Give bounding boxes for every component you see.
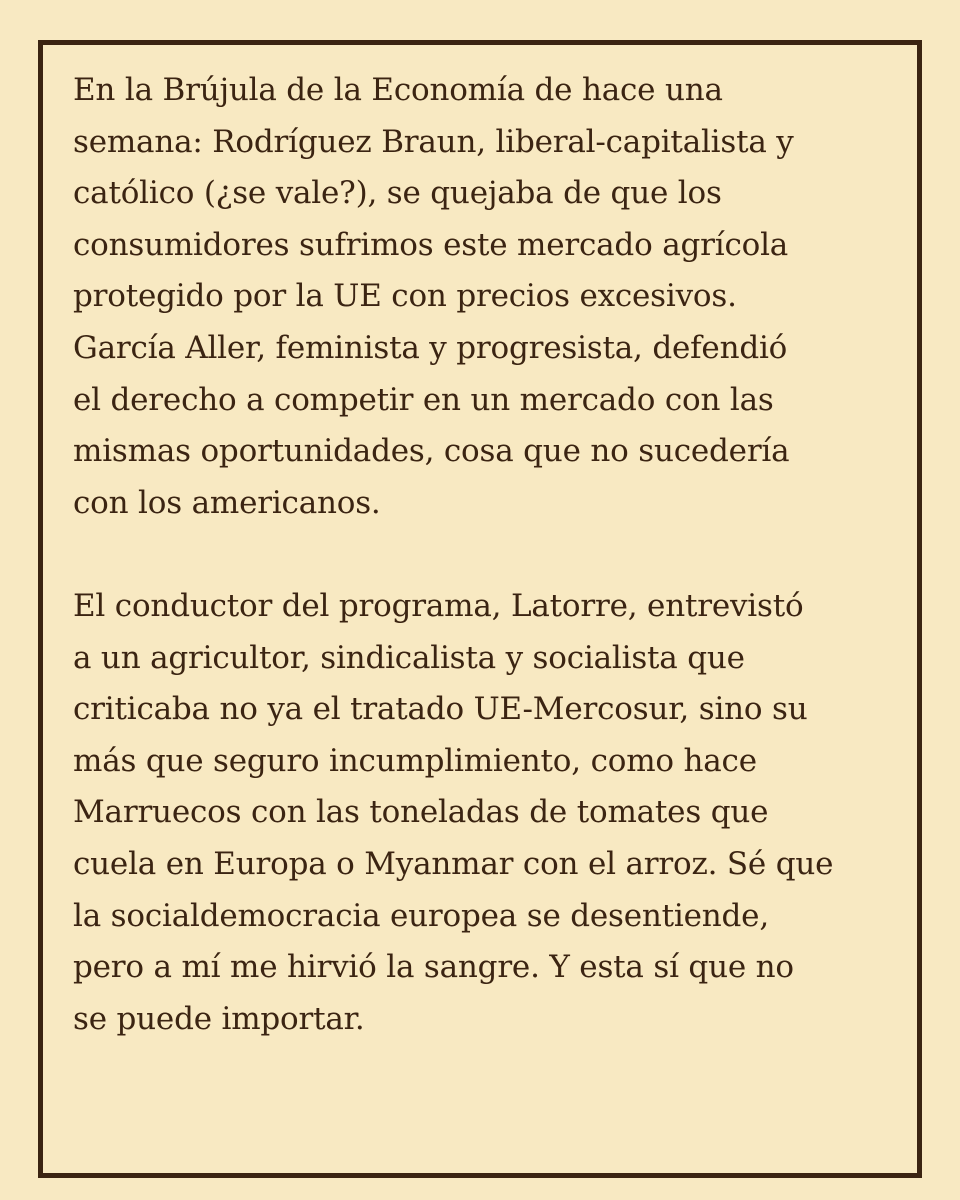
text-frame bbox=[38, 40, 922, 1178]
paragraph-1: En la Brújula de la Economía de hace una semana: Rodríguez Braun, liberal-capitalista y católico (¿se vale?), se quejaba de que los consumidores sufrimos este mercado agrícola protegido por la UE con precios excesivos. García Aller, feminista y progresista, defendió el derecho a competir en un mercado con las mismas oportunidades, cosa que no sucedería con los americanos. bbox=[73, 72, 794, 521]
text-content bbox=[73, 65, 893, 1097]
paragraph-2: El conductor del programa, Latorre, entrevistó a un agricultor, sindicalista y socialista que criticaba no ya el tratado UE-Mercosur, sino su más que seguro incumplimiento, como hace Marruecos con las toneladas de tomates que cuela en Europa o Myanmar con el arroz. Sé que la socialdemocracia europea se desentiende, pero a mí me hirvió la sangre. Y esta sí que no se puede importar. bbox=[73, 587, 834, 1037]
